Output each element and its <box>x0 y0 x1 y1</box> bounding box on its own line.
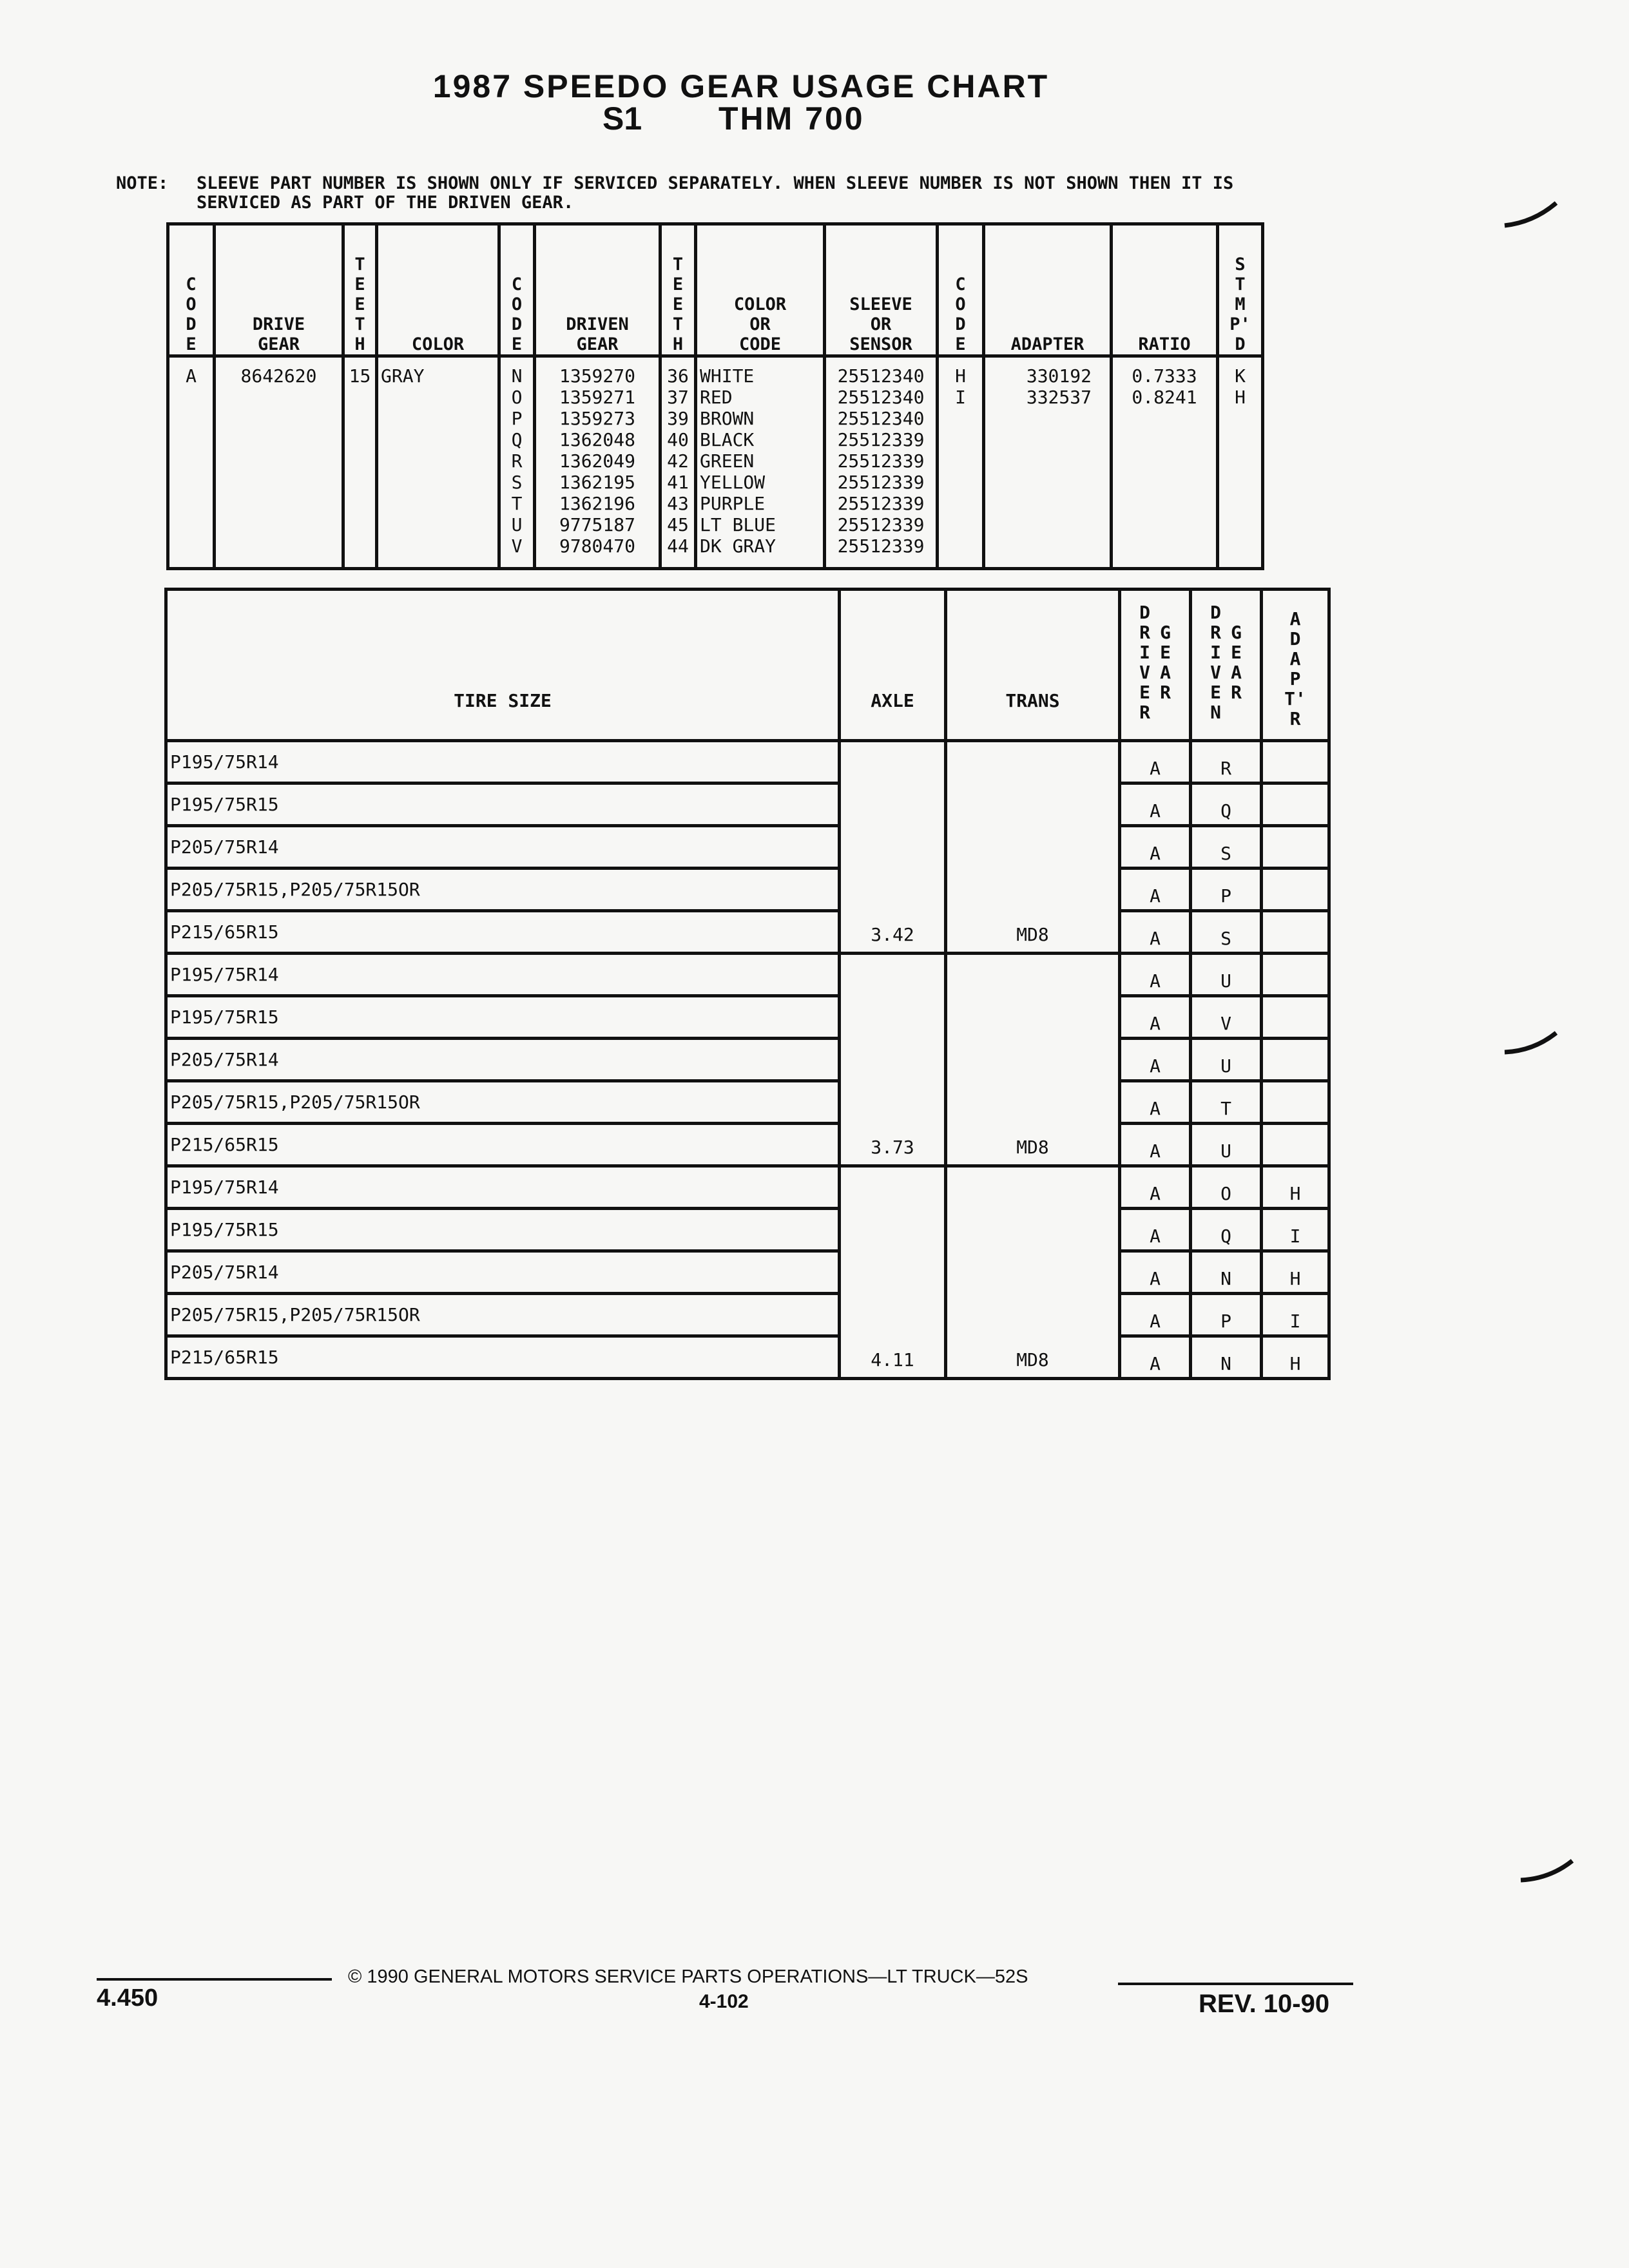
driven-colors: WHITE RED BROWN BLACK GREEN YELLOW PURPLE LT BLUE DK GRAY <box>696 356 825 569</box>
copyright: © 1990 GENERAL MOTORS SERVICE PARTS OPERATIONS—LT TRUCK—52S <box>348 1966 1028 1987</box>
header-ratio: RATIO <box>1112 224 1218 356</box>
driven-gear-code: Q <box>1191 783 1262 826</box>
tire-size: P205/75R15,P205/75R15OR <box>166 1294 840 1336</box>
page-title: 1987 SPEEDO GEAR USAGE CHART <box>432 68 1050 104</box>
drive-gear-code: A <box>1120 741 1191 783</box>
adapter-codes: H I <box>938 356 984 569</box>
header-driven-teeth: T E E T H <box>660 224 696 356</box>
header-drive-gear: D R I V E R G E A R <box>1120 590 1191 741</box>
note-line-2: SERVICED AS PART OF THE DRIVEN GEAR. <box>197 193 574 213</box>
table-row <box>166 1336 1329 1379</box>
adapter-code <box>1262 1039 1329 1081</box>
table-row <box>166 826 1329 869</box>
drive-gear-code: A <box>1120 869 1191 911</box>
page-number: 4-102 <box>699 1991 749 2012</box>
adapter-code: H <box>1262 1251 1329 1294</box>
header-color: COLOR <box>377 224 499 356</box>
page-subtitle <box>0 100 1482 139</box>
drive-gear-code: A <box>1120 1251 1191 1294</box>
header-stamped: S T M P' D <box>1218 224 1263 356</box>
table-row <box>166 1166 1329 1209</box>
drive-gear-code: A <box>1120 996 1191 1039</box>
header-adapter: A D A P T' R <box>1262 590 1329 741</box>
transmission-name: THM 700 <box>718 101 865 137</box>
footer-rule-right <box>1118 1983 1353 1985</box>
trans-code: MD8 <box>946 741 1120 954</box>
adapter-code <box>1262 1081 1329 1124</box>
table-row <box>166 1081 1329 1124</box>
tire-size: P205/75R15,P205/75R15OR <box>166 1081 840 1124</box>
drive-gear-code: A <box>1120 911 1191 954</box>
adapter-code <box>1262 996 1329 1039</box>
drive-gear-code: A <box>1120 1294 1191 1336</box>
driven-gear-code: S <box>1191 826 1262 869</box>
tire-size: P195/75R15 <box>166 1209 840 1251</box>
table-row <box>166 1251 1329 1294</box>
drive-gear-code: A <box>1120 1039 1191 1081</box>
table-row <box>166 1209 1329 1251</box>
gear-spec-data-row <box>168 356 1263 569</box>
header-axle: AXLE <box>840 590 946 741</box>
adapter-code <box>1262 1124 1329 1166</box>
driven-gear-code: N <box>1191 1336 1262 1379</box>
adapter-code <box>1262 869 1329 911</box>
table-row <box>166 911 1329 954</box>
driven-gear-code: P <box>1191 869 1262 911</box>
table-row <box>166 954 1329 996</box>
drive-gear-code: A <box>1120 1166 1191 1209</box>
adapter-code <box>1262 783 1329 826</box>
adapter-code: H <box>1262 1166 1329 1209</box>
tire-size: P205/75R15,P205/75R15OR <box>166 869 840 911</box>
gear-spec-table <box>166 222 1264 570</box>
tire-size: P205/75R14 <box>166 1039 840 1081</box>
tire-usage-table <box>164 588 1331 1380</box>
table-row <box>166 1039 1329 1081</box>
table-row <box>166 996 1329 1039</box>
driven-teeth: 36 37 39 40 42 41 43 45 44 <box>660 356 696 569</box>
driven-gear-code: O <box>1191 1166 1262 1209</box>
header-sleeve: SLEEVE OR SENSOR <box>825 224 938 356</box>
drive-teeth: 15 <box>343 356 377 569</box>
drive-gear-code: A <box>1120 783 1191 826</box>
tire-size: P215/65R15 <box>166 911 840 954</box>
note-label: NOTE: <box>116 173 169 193</box>
gear-spec-header-row <box>168 224 1263 356</box>
adapter-ratios: 0.7333 0.8241 <box>1112 356 1218 569</box>
drive-gear-code: A <box>1120 826 1191 869</box>
header-trans: TRANS <box>946 590 1120 741</box>
driven-gear-code: P <box>1191 1294 1262 1336</box>
footer-rule-left <box>97 1978 332 1981</box>
driven-gear-code: V <box>1191 996 1262 1039</box>
header-teeth: T E E T H <box>343 224 377 356</box>
adapter-code <box>1262 741 1329 783</box>
table-row <box>166 1124 1329 1166</box>
tire-size: P195/75R15 <box>166 783 840 826</box>
drive-gear-code: A <box>1120 1081 1191 1124</box>
drive-gear-code: A <box>1120 954 1191 996</box>
tire-size: P195/75R14 <box>166 741 840 783</box>
driven-codes: N O P Q R S T U V <box>499 356 535 569</box>
adapter-code: H <box>1262 1336 1329 1379</box>
driven-gear-code: S <box>1191 911 1262 954</box>
driven-gear-code: U <box>1191 954 1262 996</box>
driven-gear-code: T <box>1191 1081 1262 1124</box>
note-line-1: SLEEVE PART NUMBER IS SHOWN ONLY IF SERVICED SEPARATELY. WHEN SLEEVE NUMBER IS NOT SHOWN THEN IT IS <box>197 173 1234 193</box>
tire-size: P195/75R14 <box>166 954 840 996</box>
header-driven-code: C O D E <box>499 224 535 356</box>
sleeve-numbers: 25512340 25512340 25512340 25512339 25512339 25512339 25512339 25512339 25512339 <box>825 356 938 569</box>
header-driven-gear: D R I V E N G E A R <box>1191 590 1262 741</box>
drive-gear-number: 8642620 <box>215 356 343 569</box>
binding-mark <box>1501 1028 1559 1060</box>
tire-size: P195/75R15 <box>166 996 840 1039</box>
tire-size: P215/65R15 <box>166 1336 840 1379</box>
drive-color: GRAY <box>377 356 499 569</box>
adapter-stamped: K H <box>1218 356 1263 569</box>
table-row <box>166 1294 1329 1336</box>
tire-size: P195/75R14 <box>166 1166 840 1209</box>
trans-code: MD8 <box>946 1166 1120 1379</box>
section-number: 4.450 <box>97 1984 159 2012</box>
binding-mark <box>1518 1856 1576 1888</box>
tire-size: P205/75R14 <box>166 826 840 869</box>
tire-size: P205/75R14 <box>166 1251 840 1294</box>
driven-gear-code: R <box>1191 741 1262 783</box>
drive-gear-code: A <box>1120 1209 1191 1251</box>
trans-code: MD8 <box>946 954 1120 1166</box>
header-color-code: COLOR OR CODE <box>696 224 825 356</box>
binding-mark <box>1501 200 1559 232</box>
revision: REV. 10-90 <box>1199 1990 1330 2018</box>
table-row <box>166 869 1329 911</box>
table-row <box>166 741 1329 783</box>
axle-ratio: 4.11 <box>840 1166 946 1379</box>
axle-ratio: 3.42 <box>840 741 946 954</box>
usage-header-row <box>166 590 1329 741</box>
adapter-code <box>1262 826 1329 869</box>
adapter-code: I <box>1262 1209 1329 1251</box>
model-code: S1 <box>602 101 642 137</box>
driven-gear-code: U <box>1191 1124 1262 1166</box>
adapter-code <box>1262 911 1329 954</box>
header-tire-size: TIRE SIZE <box>166 590 840 741</box>
tire-size: P215/65R15 <box>166 1124 840 1166</box>
drive-gear-code: A <box>1120 1336 1191 1379</box>
header-drive-gear: DRIVE GEAR <box>215 224 343 356</box>
header-code: C O D E <box>168 224 215 356</box>
header-adapter-code: C O D E <box>938 224 984 356</box>
adapter-numbers: 330192 332537 <box>984 356 1112 569</box>
table-row <box>166 783 1329 826</box>
adapter-code <box>1262 954 1329 996</box>
header-driven-gear: DRIVEN GEAR <box>535 224 660 356</box>
driven-gear-code: N <box>1191 1251 1262 1294</box>
drive-gear-code: A <box>1120 1124 1191 1166</box>
adapter-code: I <box>1262 1294 1329 1336</box>
axle-ratio: 3.73 <box>840 954 946 1166</box>
header-adapter: ADAPTER <box>984 224 1112 356</box>
driven-gear-numbers: 1359270 1359271 1359273 1362048 1362049 1362195 1362196 9775187 9780470 <box>535 356 660 569</box>
driven-gear-code: U <box>1191 1039 1262 1081</box>
driven-gear-code: Q <box>1191 1209 1262 1251</box>
drive-code: A <box>168 356 215 569</box>
